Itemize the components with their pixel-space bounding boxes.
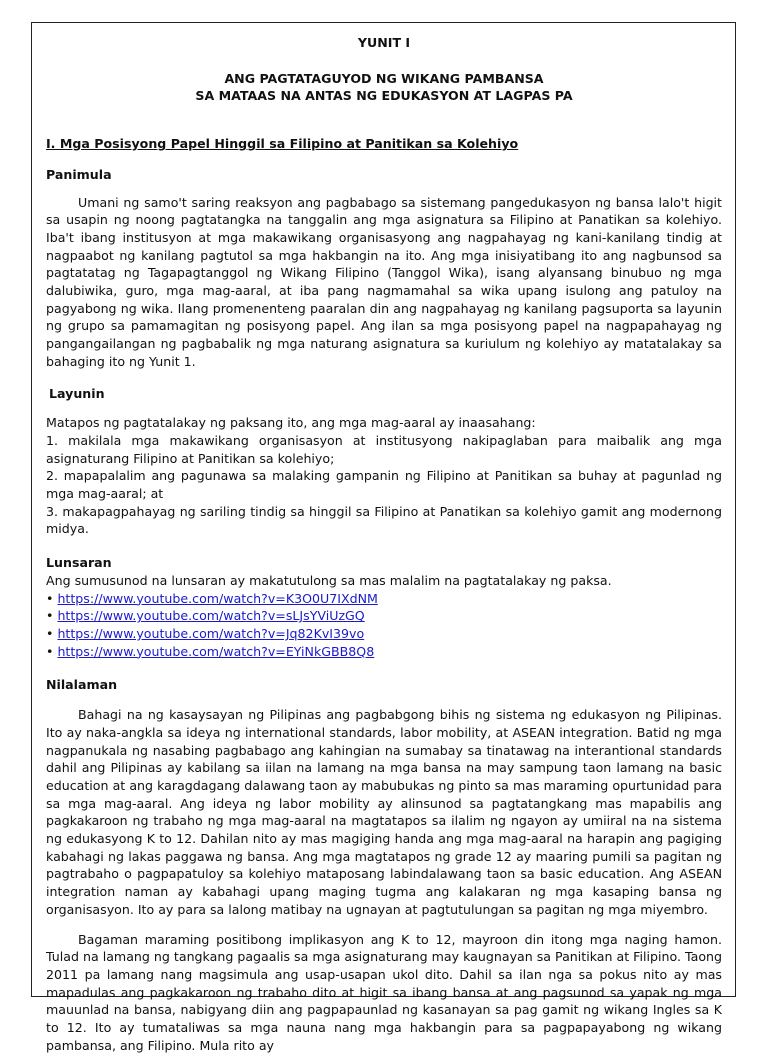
youtube-link-4[interactable]: https://www.youtube.com/watch?v=EYiNkGBB8Q8 [57, 643, 375, 659]
link-item [46, 643, 722, 661]
layunin-heading: Layunin [49, 385, 105, 401]
youtube-link-1[interactable]: https://www.youtube.com/watch?v=K3O0U7IXdNM [57, 590, 378, 606]
document-body [46, 34, 722, 1054]
nilalaman-paragraph-2: Bagaman maraming positibong implikasyon ang K to 12, mayroon din itong mga naging hamon. Tulad na lamang ng tangkang pagaalis sa mga asignaturang may kaugnayan sa Panitikan at Filipino. Taong 2011 pa lamang nang magsimula ang usap-usapan ukol dito. Dahil sa ilan nga sa pokus nito ay mas mapadulas ang pagkakaroon ng trabaho dito at higit sa ibang bansa at ang pagsunod sa yapak ng mga mauunlad na bansa, nabigyang diin ang pagpapaunlad ng kasanayan sa pag gamit ng wikang Ingles sa K to 12. Ito ay tumataliwas sa mga nauna nang mga hakbangin para sa pagpapayabong ng wikang pambansa, ang Filipino. Mula rito ay [46, 931, 722, 1053]
lunsaran-intro: Ang sumusunod na lunsaran ay makatutulong sa mas malalim na pagtatalakay ng paksa. [46, 572, 612, 588]
bullet: • [46, 608, 54, 624]
layunin-item-2: 2. mapapalalim ang pagunawa sa malaking gampanin ng Filipino at Panitikan sa buhay at pagunlad ng mga mag-aaral; at [46, 468, 722, 502]
panimula-heading: Panimula [46, 166, 112, 182]
layunin-intro: Matapos ng pagtatalakay ng paksang ito, ang mga mag-aaral ay inaasahang: [46, 415, 536, 431]
panimula-paragraph: Umani ng samo't saring reaksyon ang pagbabago sa sistemang pangedukasyon ng bansa lalo't higit sa usapin ng noong pagtatangka na tanggalin ang mga asignatura sa Filipino at Panatikan sa kolehiyo. Iba't ibang institusyon at mga makawikang organisasyong ang nagpahayag ng kani-kanilang tindig at nagpaabot ng kanilang pagtutol sa mga hakbangin na ito. Ang mga inisiyatibang ito ang nagbunsod sa pagtatatag ng Tagapagtanggol ng Wikang Filipino (Tanggol Wika), isang alyansang binubuo ng mga dalubiwika, guro, mga mag-aaral, at iba pang nagmamahal sa wika upang isulong ang patuloy na pagyabong ng wika. Ilang promenenteng paaralan din ang nagpahayag ng kanilang pagsuporta sa layunin ng grupo sa pamamagitan ng posisyong papel. Ang ilan sa mga posisyong papel na nagpapahayag ng pangangailangan ng pagbabalik ng mga naturang asignatura sa kuriulum ng kolehiyo ay matatalakay sa bahaging ito ng Yunit 1. [46, 194, 722, 369]
bullet: • [46, 625, 54, 641]
youtube-link-3[interactable]: https://www.youtube.com/watch?v=Jq82KvI39vo [57, 625, 365, 641]
nilalaman-paragraph-1: Bahagi na ng kasaysayan ng Pilipinas ang pagbabgong bihis ng sistema ng edukasyon ng Pilipinas. Ito ay naka-angkla sa ideya ng international standards, labor mobility, at ASEAN integration. Batid ng mga nagpanukala ng nasabing pagbabago ang kahingian na sumabay sa tinatawag na interantional standards dahil ang Pilipinas ay kabilang sa iilan na lamang na mga bansa na may sampung taon lamang na basic education at ang karagdagang dalawang taon ay mabubukas ng pinto sa mas maraming opurtunidad para sa mga mag-aaral. Ang ideya ng labor mobility ay alinsunod sa pagtatangkang mas mapabilis ang pagkakaroon ng trabaho ng mga mag-aaral na magtatapos sa ilalim ng ngayon ay umiiral na na sistema ng edukasyong K to 12. Dahilan nito ay mas magiging handa ang mga mag-aaral na harapin ang pagiging kabahagi ng lakas paggawa ng bansa. Ang mga magtatapos ng grade 12 ay maaring pumili sa pagitan ng pagtrabaho o pagpapatuloy sa kolehiyo mataposang labindalawang taon sa basic education. Ang ASEAN integration naman ay kabahagi upang maging tugma ang kalakaran ng mga kasaping bansa ng organisasyon. Ito ay para sa lalong matibay na ugnayan at pagtutulungan sa pagitan ng mga miyembro. [46, 707, 722, 917]
nilalaman-heading: Nilalaman [46, 677, 118, 693]
section-heading: I. Mga Posisyong Papel Hinggil sa Filipino at Panitikan sa Kolehiyo [46, 136, 519, 152]
link-item [46, 590, 722, 608]
layunin-list [46, 414, 722, 538]
link-item [46, 625, 722, 643]
title-line-2: SA MATAAS NA ANTAS NG EDUKASYON AT LAGPAS PA [195, 88, 573, 104]
lunsaran-list [46, 572, 722, 661]
unit-label: YUNIT I [357, 35, 411, 50]
title-line-1: ANG PAGTATAGUYOD NG WIKANG PAMBANSA [224, 70, 544, 86]
layunin-item-3: 3. makapagpahayag ng sariling tindig sa hinggil sa Filipino at Panatikan sa kolehiyo gamit ang modernong midya. [46, 503, 722, 537]
link-item [46, 607, 722, 625]
bullet: • [46, 643, 54, 659]
bullet: • [46, 590, 54, 606]
layunin-item-1: 1. makilala mga makawikang organisasyon at institusyong nakipaglaban para maibalik ang mga asignaturang Filipino at Panitikan sa kolehiyo; [46, 432, 722, 466]
lunsaran-heading: Lunsaran [46, 555, 112, 571]
youtube-link-2[interactable]: https://www.youtube.com/watch?v=sLJsYViUzGQ [57, 608, 365, 624]
